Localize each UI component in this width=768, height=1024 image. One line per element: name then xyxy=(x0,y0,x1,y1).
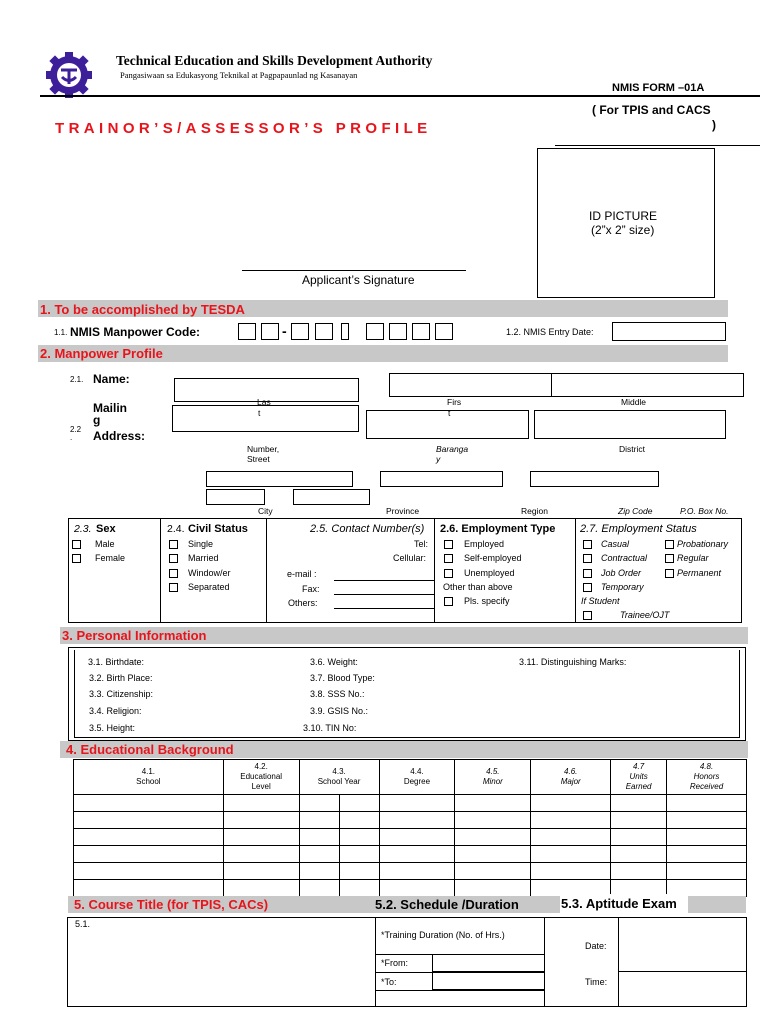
first-name-caption-2: t xyxy=(448,408,451,418)
section-5-title: 5. Course Title (for TPIS, CACs) xyxy=(74,897,269,912)
district-field[interactable] xyxy=(534,410,726,439)
zip-code-field[interactable] xyxy=(206,489,265,505)
cellular-label: Cellular: xyxy=(393,553,427,563)
checkbox[interactable] xyxy=(444,540,453,549)
option-label: Male xyxy=(95,539,115,549)
manpower-code-box-7[interactable] xyxy=(389,323,407,340)
header-line-2: School Year xyxy=(317,777,361,786)
header-educational-level xyxy=(223,760,299,795)
employment-option-employed[interactable] xyxy=(444,539,504,549)
divider xyxy=(544,917,545,1007)
header-line-2: Major xyxy=(560,777,581,786)
status-option-contractual[interactable] xyxy=(583,553,647,563)
manpower-code-box-8[interactable] xyxy=(412,323,430,340)
option-label: Female xyxy=(95,553,126,563)
option-label: Pls. specify xyxy=(464,596,510,606)
others-field[interactable] xyxy=(334,608,434,609)
option-label: Unemployed xyxy=(464,568,515,578)
table-cell[interactable] xyxy=(339,829,379,846)
manpower-code-box-9[interactable] xyxy=(435,323,453,340)
table-cell[interactable] xyxy=(299,829,339,846)
org-subtitle: Pangasiwaan sa Edukasyong Teknikal at Pagpapaunlad ng Kasanayan xyxy=(120,70,358,80)
checkbox[interactable] xyxy=(169,540,178,549)
option-label: Regular xyxy=(677,553,709,563)
title-rule xyxy=(555,145,760,146)
header-number: 4.8. xyxy=(699,762,714,771)
divider xyxy=(266,518,267,623)
header-line-1: Honors xyxy=(693,772,720,781)
table-cell[interactable] xyxy=(667,863,747,880)
employment-option-unemployed[interactable] xyxy=(444,568,515,578)
course-number: 5.1. xyxy=(75,919,91,929)
region-field[interactable] xyxy=(530,471,659,487)
email-label: e-mail : xyxy=(287,569,317,579)
option-label: Trainee/OJT xyxy=(620,610,670,620)
form-title: TRAINOR’S/ASSESSOR’S PROFILE xyxy=(55,120,432,137)
header-line-2: Earned xyxy=(625,782,652,791)
table-row[interactable] xyxy=(74,812,747,829)
education-header-row xyxy=(74,760,747,795)
district-caption: District xyxy=(619,444,645,454)
divider xyxy=(434,518,435,623)
checkbox[interactable] xyxy=(444,597,453,606)
table-cell[interactable] xyxy=(379,829,455,846)
sex-option-male[interactable] xyxy=(72,539,115,549)
table-cell[interactable] xyxy=(611,846,667,863)
checkbox[interactable] xyxy=(169,583,178,592)
last-name-caption-1: Las xyxy=(257,397,271,407)
table-cell[interactable] xyxy=(339,795,379,812)
number-street-caption-2: Street xyxy=(247,454,270,464)
option-label: Casual xyxy=(601,539,630,549)
table-row[interactable] xyxy=(74,863,747,880)
form-number: NMIS FORM –01A xyxy=(612,82,705,94)
entry-date-field[interactable] xyxy=(612,322,726,341)
time-label: Time: xyxy=(585,977,608,987)
city-field[interactable] xyxy=(206,471,353,487)
zip-code-caption: Zip Code xyxy=(618,506,653,516)
gsis-label: 3.9. GSIS No.: xyxy=(310,706,369,716)
table-cell[interactable] xyxy=(611,829,667,846)
barangay-caption-2: y xyxy=(436,454,441,464)
aptitude-label: 5.3. Aptitude Exam xyxy=(561,896,677,911)
checkbox[interactable] xyxy=(665,540,674,549)
header-school-year xyxy=(299,760,379,795)
table-cell[interactable] xyxy=(611,812,667,829)
header-degree xyxy=(379,760,455,795)
table-cell[interactable] xyxy=(531,795,611,812)
table-row[interactable] xyxy=(74,846,747,863)
table-cell[interactable] xyxy=(74,863,224,880)
table-cell[interactable] xyxy=(667,846,747,863)
id-picture-size: (2”x 2” size) xyxy=(591,223,655,237)
checkbox[interactable] xyxy=(444,569,453,578)
checkbox[interactable] xyxy=(583,611,592,620)
option-label: Permanent xyxy=(677,568,722,578)
option-label: Employed xyxy=(464,539,505,549)
civil-option-married[interactable] xyxy=(169,553,219,563)
province-caption: Province xyxy=(386,506,420,516)
header-line-2: Received xyxy=(689,782,724,791)
option-label: Window/er xyxy=(188,568,231,578)
table-cell[interactable] xyxy=(74,795,224,812)
header-number: 4.2. xyxy=(254,762,268,771)
table-cell[interactable] xyxy=(531,812,611,829)
birthdate-label: 3.1. Birthdate: xyxy=(88,657,145,667)
table-cell[interactable] xyxy=(611,795,667,812)
manpower-code-box-6[interactable] xyxy=(366,323,384,340)
sex-label: Sex xyxy=(96,523,116,535)
sex-number: 2.3. xyxy=(74,523,92,535)
table-cell[interactable] xyxy=(667,829,747,846)
manpower-code-number: 1.1. xyxy=(54,328,68,337)
option-label: Self-employed xyxy=(464,553,522,563)
mailing-label-3: Address: xyxy=(93,429,146,443)
to-label: *To: xyxy=(381,977,397,987)
table-cell[interactable] xyxy=(299,880,339,897)
civil-status-number: 2.4. xyxy=(167,523,185,535)
header-line-2: Degree xyxy=(403,777,431,786)
manpower-code-box-1[interactable] xyxy=(238,323,256,340)
civil-option-single[interactable] xyxy=(169,539,213,549)
checkbox[interactable] xyxy=(72,554,81,563)
tin-label: 3.10. TIN No: xyxy=(303,723,357,733)
manpower-code-box-5[interactable] xyxy=(341,323,349,340)
from-label: *From: xyxy=(381,958,408,968)
table-cell[interactable] xyxy=(531,846,611,863)
header-line-2: Minor xyxy=(482,777,503,786)
section-2-title: 2. Manpower Profile xyxy=(40,346,163,361)
header-number: 4.4. xyxy=(410,767,424,776)
table-cell[interactable] xyxy=(455,863,531,880)
employment-option-self-employed[interactable] xyxy=(444,553,522,563)
from-field[interactable] xyxy=(432,954,544,972)
sss-label: 3.8. SSS No.: xyxy=(310,689,365,699)
table-cell[interactable] xyxy=(339,812,379,829)
table-cell[interactable] xyxy=(74,829,224,846)
table-cell[interactable] xyxy=(223,795,299,812)
civil-option-separated[interactable] xyxy=(169,582,230,592)
email-field[interactable] xyxy=(334,580,434,581)
table-cell[interactable] xyxy=(611,863,667,880)
checkbox[interactable] xyxy=(665,554,674,563)
divider xyxy=(160,518,161,623)
table-cell[interactable] xyxy=(223,812,299,829)
table-cell[interactable] xyxy=(455,812,531,829)
barangay-field[interactable] xyxy=(366,410,529,439)
checkbox[interactable] xyxy=(583,569,592,578)
sex-option-female[interactable] xyxy=(72,553,125,563)
first-name-caption-1: Firs xyxy=(447,397,462,407)
table-cell[interactable] xyxy=(455,795,531,812)
id-picture-label: ID PICTURE xyxy=(589,209,658,223)
status-option-temporary[interactable] xyxy=(583,582,644,592)
checkbox[interactable] xyxy=(583,554,592,563)
header-line-2: School xyxy=(136,777,161,786)
table-cell[interactable] xyxy=(455,880,531,897)
checkbox[interactable] xyxy=(583,540,592,549)
fax-field[interactable] xyxy=(334,594,434,595)
signature-line[interactable] xyxy=(242,270,466,271)
status-option-probationary[interactable] xyxy=(665,539,728,549)
table-cell[interactable] xyxy=(667,812,747,829)
civil-status-label: Civil Status xyxy=(188,523,248,535)
others-label: Others: xyxy=(288,598,318,608)
header-number: 4.7 xyxy=(633,762,645,771)
checkbox[interactable] xyxy=(665,569,674,578)
signature-label: Applicant’s Signature xyxy=(302,273,415,287)
table-cell[interactable] xyxy=(223,846,299,863)
header-minor xyxy=(455,760,531,795)
option-label: Separated xyxy=(188,582,230,592)
status-option-casual[interactable] xyxy=(583,539,629,549)
header-major xyxy=(531,760,611,795)
employment-other-label: Other than above xyxy=(443,582,513,592)
status-option-permanent[interactable] xyxy=(665,568,721,578)
barangay-caption-1: Baranga xyxy=(436,444,469,454)
region-caption: Region xyxy=(521,506,548,516)
option-label: Contractual xyxy=(601,553,648,563)
name-number: 2.1. xyxy=(70,375,84,384)
training-duration-label: *Training Duration (No. of Hrs.) xyxy=(381,930,505,940)
option-label: Married xyxy=(188,553,219,563)
table-cell[interactable] xyxy=(531,829,611,846)
to-field[interactable] xyxy=(432,972,544,990)
contact-label: 2.5. Contact Number(s) xyxy=(310,523,425,535)
status-option-trainee[interactable] xyxy=(583,610,669,620)
mailing-label-1: Mailin xyxy=(93,401,128,415)
distinguishing-marks-label: 3.11. Distinguishing Marks: xyxy=(519,657,627,667)
education-table xyxy=(73,759,747,897)
date-label: Date: xyxy=(585,941,607,951)
manpower-code-box-3[interactable] xyxy=(291,323,309,340)
tesda-logo xyxy=(44,50,94,100)
checkbox[interactable] xyxy=(169,569,178,578)
table-cell[interactable] xyxy=(339,846,379,863)
checkbox[interactable] xyxy=(583,583,592,592)
middle-name-field[interactable] xyxy=(551,373,744,397)
number-street-caption-1: Number, xyxy=(247,444,280,454)
section-4-title: 4. Educational Background xyxy=(66,742,234,757)
table-cell[interactable] xyxy=(379,846,455,863)
form-for-close: ) xyxy=(712,118,716,132)
po-box-field[interactable] xyxy=(293,489,370,505)
table-cell[interactable] xyxy=(339,863,379,880)
citizenship-label: 3.3. Citizenship: xyxy=(89,689,154,699)
first-name-field[interactable] xyxy=(389,373,552,397)
option-label: Single xyxy=(188,539,214,549)
table-cell[interactable] xyxy=(379,880,455,897)
table-cell[interactable] xyxy=(299,846,339,863)
header-number: 4.5. xyxy=(486,767,500,776)
header-units-earned xyxy=(611,760,667,795)
fax-label: Fax: xyxy=(302,584,320,594)
checkbox[interactable] xyxy=(444,554,453,563)
manpower-code-box-4[interactable] xyxy=(315,323,333,340)
province-field[interactable] xyxy=(380,471,503,487)
aptitude-time-field[interactable] xyxy=(618,971,747,1007)
employment-specify[interactable] xyxy=(444,596,510,606)
po-box-caption: P.O. Box No. xyxy=(680,506,729,516)
header-line-1: Units xyxy=(629,772,648,781)
religion-label: 3.4. Religion: xyxy=(89,706,142,716)
table-cell[interactable] xyxy=(455,829,531,846)
personal-info-inner-box xyxy=(74,650,740,738)
table-cell[interactable] xyxy=(379,795,455,812)
city-caption: City xyxy=(258,506,273,516)
header-number: 4.1. xyxy=(141,767,156,776)
table-cell[interactable] xyxy=(531,863,611,880)
employment-status-label: 2.7. Employment Status xyxy=(580,523,697,535)
table-cell[interactable] xyxy=(379,812,455,829)
option-label: Job Order xyxy=(601,568,642,578)
manpower-code-dash: - xyxy=(282,323,287,339)
manpower-code-box-2[interactable] xyxy=(261,323,279,340)
table-cell[interactable] xyxy=(339,880,379,897)
checkbox[interactable] xyxy=(72,540,81,549)
status-option-regular[interactable] xyxy=(665,553,709,563)
aptitude-date-field[interactable] xyxy=(618,917,747,972)
schedule-label: 5.2. Schedule /Duration xyxy=(375,897,519,912)
table-cell[interactable] xyxy=(455,846,531,863)
header-honors-received xyxy=(667,760,747,795)
table-cell[interactable] xyxy=(74,880,224,897)
weight-label: 3.6. Weight: xyxy=(310,657,358,667)
section-1-title: 1. To be accomplished by TESDA xyxy=(40,302,245,317)
header-line-2: Level xyxy=(251,782,271,791)
employment-type-label: 2.6. Employment Type xyxy=(440,523,556,535)
name-label: Name: xyxy=(93,372,130,386)
option-label: Temporary xyxy=(601,582,644,592)
street-field[interactable] xyxy=(172,405,359,432)
table-row[interactable] xyxy=(74,829,747,846)
mailing-number-1: 2.2 xyxy=(70,425,82,434)
civil-option-widow[interactable] xyxy=(169,568,231,578)
if-student-label: If Student xyxy=(581,596,620,606)
checkbox[interactable] xyxy=(169,554,178,563)
table-cell[interactable] xyxy=(299,812,339,829)
status-option-job-order[interactable] xyxy=(583,568,641,578)
org-name: Technical Education and Skills Development Authority xyxy=(116,53,433,68)
height-label: 3.5. Height: xyxy=(89,723,136,733)
table-cell[interactable] xyxy=(223,829,299,846)
table-cell[interactable] xyxy=(223,880,299,897)
header-rule xyxy=(40,95,760,97)
header-number: 4.6. xyxy=(564,767,578,776)
table-cell[interactable] xyxy=(74,846,224,863)
mailing-label-2: g xyxy=(93,413,101,427)
header-line-1: Educational xyxy=(240,772,283,781)
table-cell[interactable] xyxy=(667,795,747,812)
header-school xyxy=(74,760,224,795)
table-cell[interactable] xyxy=(379,863,455,880)
birthplace-label: 3.2. Birth Place: xyxy=(89,673,153,683)
last-name-caption-2: t xyxy=(258,408,261,418)
table-cell[interactable] xyxy=(299,863,339,880)
table-cell[interactable] xyxy=(223,863,299,880)
manpower-code-label: NMIS Manpower Code: xyxy=(70,325,201,339)
divider xyxy=(375,917,376,1007)
entry-date-label: 1.2. NMIS Entry Date: xyxy=(506,327,594,337)
table-cell[interactable] xyxy=(74,812,224,829)
header-number: 4.3. xyxy=(332,767,346,776)
section-3-title: 3. Personal Information xyxy=(62,628,207,643)
middle-name-caption: Middle xyxy=(621,397,647,407)
tel-label: Tel: xyxy=(414,539,429,549)
table-row[interactable] xyxy=(74,795,747,812)
table-cell[interactable] xyxy=(299,795,339,812)
form-for: ( For TPIS and CACS xyxy=(592,103,711,117)
divider xyxy=(575,518,576,623)
blood-type-label: 3.7. Blood Type: xyxy=(310,673,375,683)
divider xyxy=(375,990,544,991)
mailing-number-2: . xyxy=(70,433,73,442)
option-label: Probationary xyxy=(677,539,729,549)
